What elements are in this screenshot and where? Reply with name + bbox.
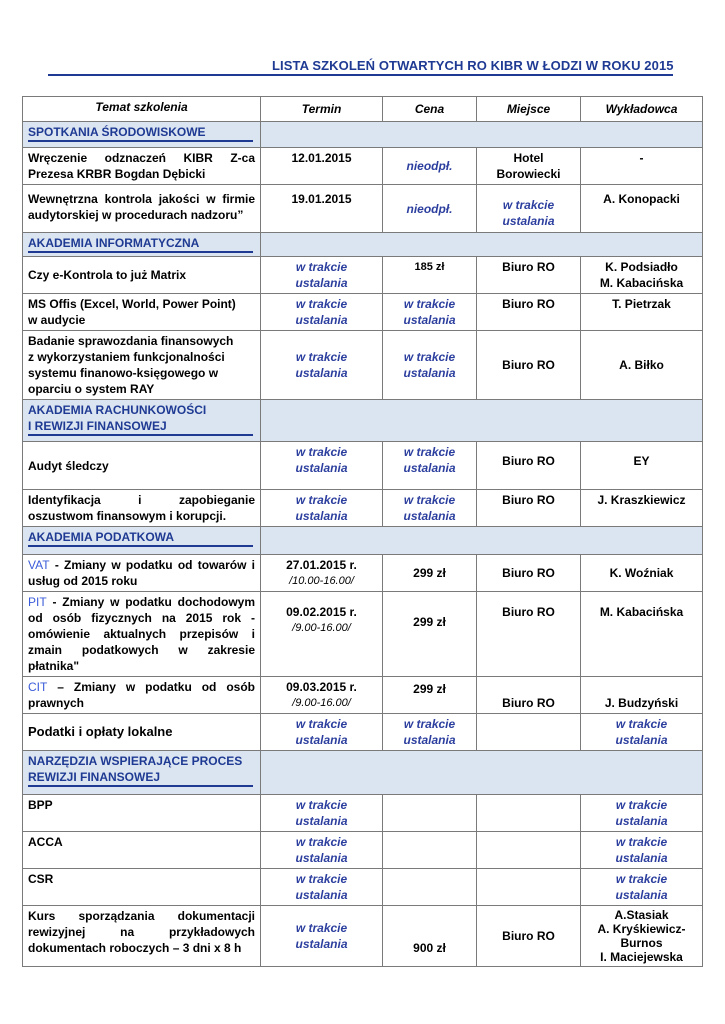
header-row — [23, 97, 703, 122]
place-cell — [477, 795, 581, 832]
place-cell: Hotel Borowiecki — [477, 148, 581, 185]
date-cell: w trakcie ustalania — [261, 714, 383, 751]
topic-cell: Wręczenie odznaczeń KIBR Z-ca Prezesa KRBR Bogdan Dębicki — [23, 148, 261, 185]
lecturer-cell: w trakcie ustalania — [581, 795, 703, 832]
price-cell: 185 zł — [383, 257, 477, 294]
date-cell: w trakcie ustalania — [261, 906, 383, 967]
price-cell: 299 zł — [383, 555, 477, 592]
section-row — [23, 527, 703, 555]
section-row — [23, 400, 703, 442]
price-cell — [383, 869, 477, 906]
lecturer-cell: J. Kraszkiewicz — [581, 490, 703, 527]
lecturer-cell: A.Stasiak A. Kryśkiewicz- Burnos I. Maciejewska — [581, 906, 703, 967]
date-cell: 27.01.2015 r. /10.00-16.00/ — [261, 555, 383, 592]
price-cell: w trakcie ustalania — [383, 331, 477, 400]
table-row — [23, 442, 703, 490]
date-cell: 12.01.2015 — [261, 148, 383, 185]
date-cell: 19.01.2015 — [261, 185, 383, 233]
topic-cell: Kurs sporządzania dokumentacji rewizyjnej na przykładowych dokumentach roboczych – 3 dni x 8 h — [23, 906, 261, 967]
section-row — [23, 122, 703, 148]
topic-cell: ACCA — [23, 832, 261, 869]
table-row — [23, 869, 703, 906]
section-row — [23, 233, 703, 257]
header-place: Miejsce — [477, 97, 581, 122]
table-row — [23, 795, 703, 832]
date-cell: 09.03.2015 r. /9.00-16.00/ — [261, 677, 383, 714]
header-topic: Temat szkolenia — [23, 97, 261, 122]
topic-cell: MS Offis (Excel, World, Power Point) w audycie — [23, 294, 261, 331]
topic-cell: Podatki i opłaty lokalne — [23, 714, 261, 751]
lecturer-cell: - — [581, 148, 703, 185]
table-row — [23, 257, 703, 294]
price-cell — [383, 832, 477, 869]
place-cell: Biuro RO — [477, 592, 581, 677]
date-cell: w trakcie ustalania — [261, 869, 383, 906]
topic-cell: BPP — [23, 795, 261, 832]
section-label: AKADEMIA INFORMATYCZNA — [23, 233, 261, 257]
price-cell: 299 zł — [383, 677, 477, 714]
document-title: LISTA SZKOLEŃ OTWARTYCH RO KIBR W ŁODZI W ROKU 2015 — [272, 58, 674, 73]
place-cell: Biuro RO — [477, 294, 581, 331]
date-cell: w trakcie ustalania — [261, 795, 383, 832]
place-cell: Biuro RO — [477, 442, 581, 490]
table-row — [23, 677, 703, 714]
price-cell: w trakcie ustalania — [383, 714, 477, 751]
topic-cell: Identyfikacja i zapobieganie oszustwom finansowym i korupcji. — [23, 490, 261, 527]
tax-tag: CIT — [28, 680, 48, 694]
place-cell: Biuro RO — [477, 331, 581, 400]
table-row — [23, 148, 703, 185]
table-row — [23, 294, 703, 331]
section-label: AKADEMIA PODATKOWA — [23, 527, 261, 555]
date-cell: w trakcie ustalania — [261, 832, 383, 869]
place-cell: Biuro RO — [477, 677, 581, 714]
tax-tag: PIT — [28, 595, 47, 609]
lecturer-cell: K. Podsiadło M. Kabacińska — [581, 257, 703, 294]
price-cell: w trakcie ustalania — [383, 294, 477, 331]
section-row — [23, 751, 703, 795]
table-row — [23, 331, 703, 400]
lecturer-cell: A. Konopacki — [581, 185, 703, 233]
table-row — [23, 714, 703, 751]
training-table — [22, 96, 703, 967]
topic-cell: CIT – Zmiany w podatku od osób prawnych — [23, 677, 261, 714]
price-cell: w trakcie ustalania — [383, 490, 477, 527]
place-cell: Biuro RO — [477, 490, 581, 527]
section-label: SPOTKANIA ŚRODOWISKOWE — [23, 122, 261, 148]
table-row — [23, 185, 703, 233]
price-cell: nieodpł. — [383, 148, 477, 185]
date-cell: w trakcie ustalania — [261, 294, 383, 331]
lecturer-cell: w trakcie ustalania — [581, 714, 703, 751]
lecturer-cell: A. Biłko — [581, 331, 703, 400]
table-row — [23, 555, 703, 592]
header-price: Cena — [383, 97, 477, 122]
place-cell — [477, 832, 581, 869]
title-underline — [48, 74, 673, 76]
place-cell: Biuro RO — [477, 906, 581, 967]
price-cell: nieodpł. — [383, 185, 477, 233]
topic-cell: Wewnętrzna kontrola jakości w firmie audytorskiej w procedurach nadzoru” — [23, 185, 261, 233]
tax-tag: VAT — [28, 558, 50, 572]
table-row — [23, 832, 703, 869]
lecturer-cell: T. Pietrzak — [581, 294, 703, 331]
section-label: NARZĘDZIA WSPIERAJĄCE PROCES REWIZJI FINANSOWEJ — [23, 751, 261, 795]
lecturer-cell: w trakcie ustalania — [581, 832, 703, 869]
place-cell — [477, 869, 581, 906]
lecturer-cell: J. Budzyński — [581, 677, 703, 714]
date-cell: w trakcie ustalania — [261, 257, 383, 294]
price-cell: w trakcie ustalania — [383, 442, 477, 490]
lecturer-cell: EY — [581, 442, 703, 490]
topic-cell: Audyt śledczy — [23, 442, 261, 490]
header-lecturer: Wykładowca — [581, 97, 703, 122]
header-date: Termin — [261, 97, 383, 122]
place-cell — [477, 714, 581, 751]
place-cell: Biuro RO — [477, 257, 581, 294]
table-row — [23, 490, 703, 527]
date-cell: w trakcie ustalania — [261, 442, 383, 490]
table-row — [23, 906, 703, 967]
date-cell: w trakcie ustalania — [261, 331, 383, 400]
topic-cell: PIT - Zmiany w podatku dochodowym od osób fizycznych na 2015 rok - omówienie aktualnych przepisów i zmain podatkowych w zakresie płatnika" — [23, 592, 261, 677]
lecturer-cell: M. Kabacińska — [581, 592, 703, 677]
topic-cell: CSR — [23, 869, 261, 906]
section-label: AKADEMIA RACHUNKOWOŚCI I REWIZJI FINANSOWEJ — [23, 400, 261, 442]
topic-cell: Czy e-Kontrola to już Matrix — [23, 257, 261, 294]
lecturer-cell: K. Woźniak — [581, 555, 703, 592]
place-cell: Biuro RO — [477, 555, 581, 592]
place-cell: w trakcie ustalania — [477, 185, 581, 233]
price-cell: 900 zł — [383, 906, 477, 967]
price-cell — [383, 795, 477, 832]
price-cell: 299 zł — [383, 592, 477, 677]
topic-cell: Badanie sprawozdania finansowych z wykorzystaniem funkcjonalności systemu finanowo-księgowego w oparciu o system RAY — [23, 331, 261, 400]
table-row — [23, 592, 703, 677]
date-cell: w trakcie ustalania — [261, 490, 383, 527]
lecturer-cell: w trakcie ustalania — [581, 869, 703, 906]
date-cell: 09.02.2015 r. /9.00-16.00/ — [261, 592, 383, 677]
topic-cell: VAT - Zmiany w podatku od towarów i usług od 2015 roku — [23, 555, 261, 592]
